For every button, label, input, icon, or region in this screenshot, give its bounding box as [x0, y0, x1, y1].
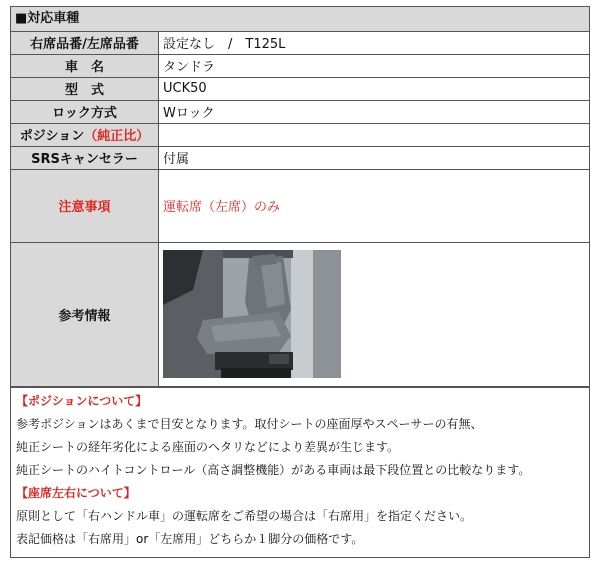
- row-value-car-name: タンドラ: [159, 54, 590, 77]
- table-row: [11, 169, 589, 242]
- row-value-model-code: UCK50: [159, 77, 590, 100]
- row-value-reference: [159, 242, 590, 386]
- row-label-model-code: 型 式: [11, 77, 159, 100]
- table-row: [11, 54, 589, 77]
- notes-heading-position: 【ポジションについて】: [16, 393, 148, 408]
- notes-line: 表記価格は「右席用」or「左席用」どちらか１脚分の価格です。: [16, 531, 364, 546]
- row-label-reference: 参考情報: [11, 242, 159, 386]
- row-label-srs-canceller: SRSキャンセラー: [11, 146, 159, 169]
- row-label-lock-type: ロック方式: [11, 100, 159, 123]
- row-value-lock-type: Wロック: [159, 100, 590, 123]
- notes-line: 純正シートの経年劣化による座面のヘタリなどにより差異が生じます。: [16, 439, 400, 454]
- position-label-note: （純正比）: [84, 129, 150, 144]
- row-label-position: [11, 123, 159, 146]
- table-row: [11, 146, 589, 169]
- table-row: [11, 77, 589, 100]
- notes-section: [11, 387, 589, 557]
- row-label-car-name: 車 名: [11, 54, 159, 77]
- row-label-part-number: 右席品番/左席品番: [11, 32, 159, 54]
- table-row: [11, 123, 589, 146]
- row-value-part-number: 設定なし / T125L: [159, 32, 590, 54]
- notes-line: 原則として「右ハンドル車」の運転席をご希望の場合は「右席用」を指定ください。: [16, 508, 473, 523]
- row-value-position: [159, 123, 590, 146]
- seat-photo-graphic: [163, 250, 341, 378]
- section-title: ■対応車種: [11, 7, 589, 32]
- row-label-caution: 注意事項: [11, 169, 159, 242]
- seat-photo: [163, 250, 341, 378]
- row-value-srs-canceller: 付属: [159, 146, 590, 169]
- notes-line: 純正シートのハイトコントロール（高さ調整機能）がある車両は最下段位置との比較なります。: [16, 462, 531, 477]
- row-value-caution: 運転席（左席）のみ: [159, 169, 590, 242]
- spec-table: [11, 32, 589, 387]
- table-row: [11, 242, 589, 386]
- notes-line: 参考ポジションはあくまで目安となります。取付シートの座面厚やスペーサーの有無、: [16, 416, 483, 431]
- table-row: [11, 100, 589, 123]
- notes-heading-side: 【座席左右について】: [16, 485, 136, 500]
- table-row: [11, 32, 589, 54]
- compatibility-panel: [10, 6, 590, 558]
- position-label-main: ポジション: [19, 129, 85, 144]
